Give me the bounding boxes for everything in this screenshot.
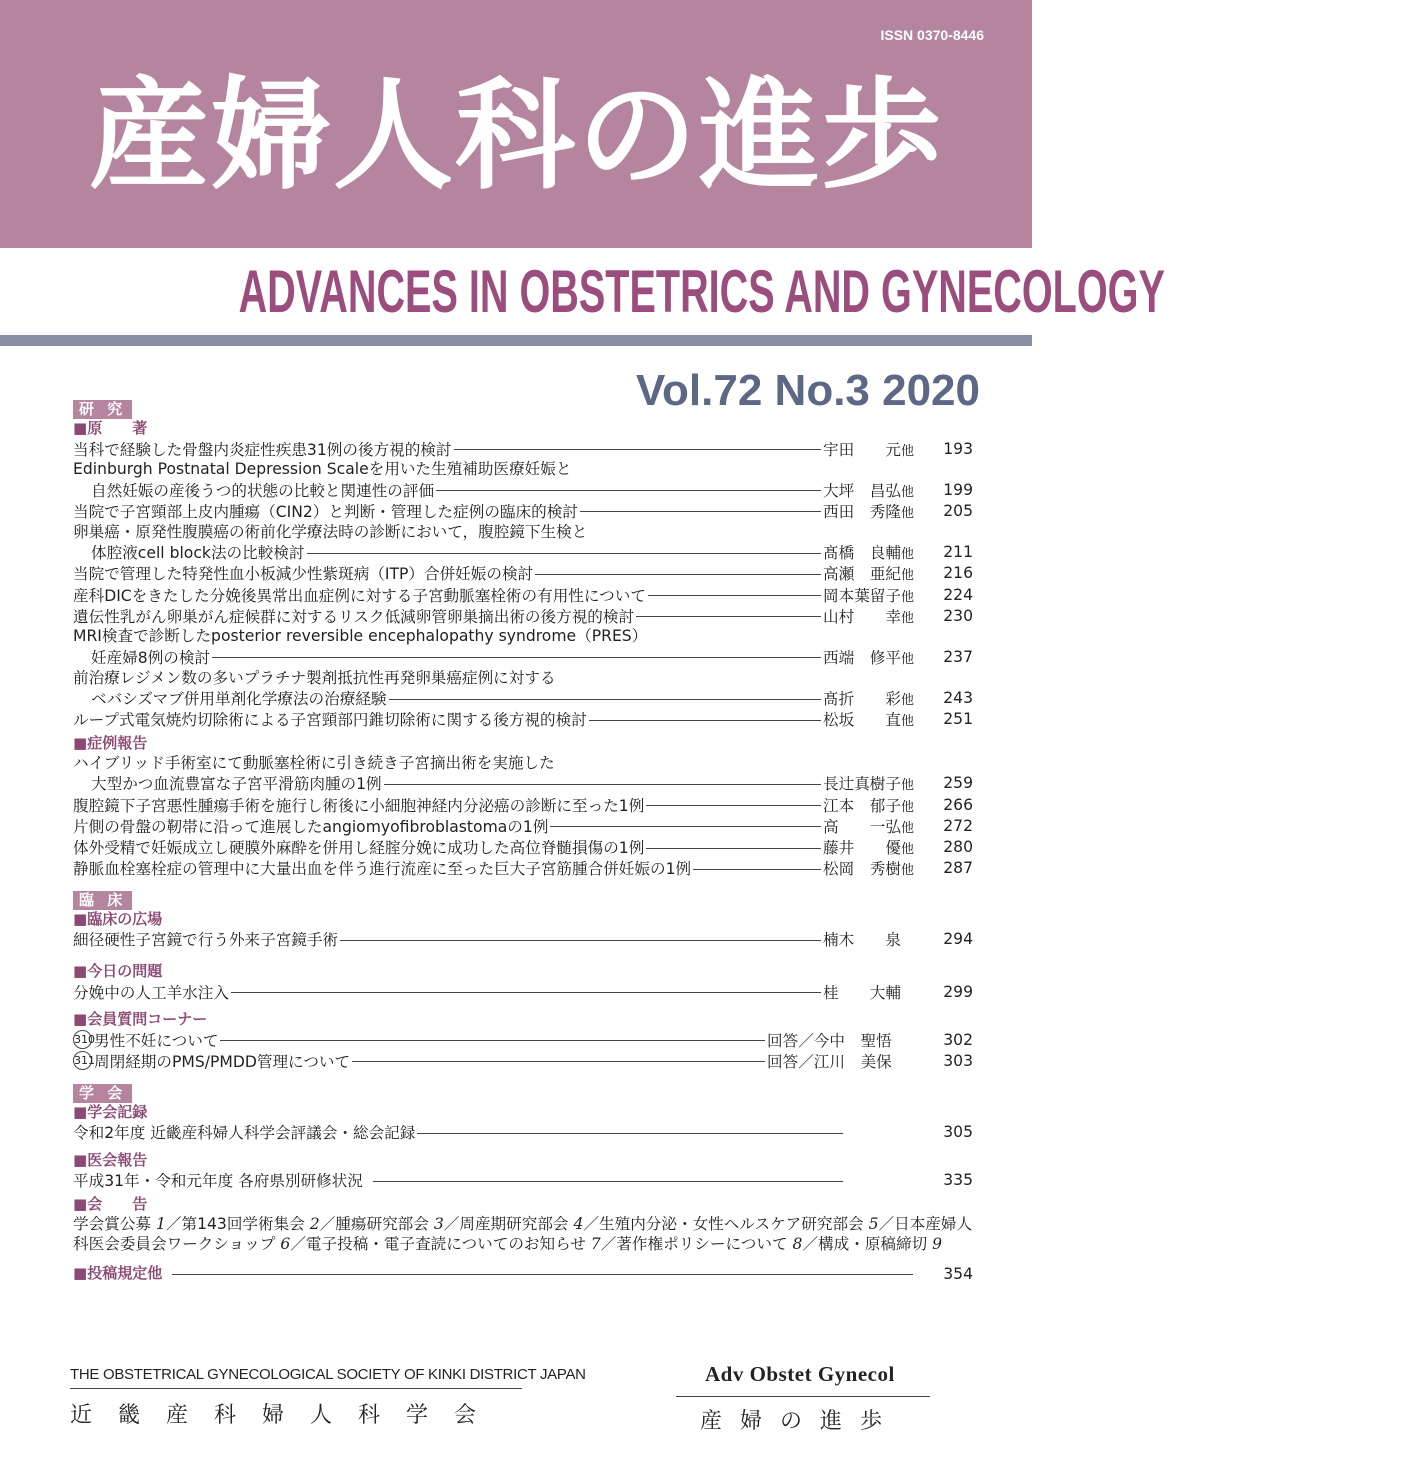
entry-title-line: 卵巣癌・原発性腹膜癌の術前化学療法時の診断において，腹腔鏡下生検と <box>73 522 588 541</box>
entry-title: 男性不妊について <box>94 1031 219 1050</box>
toc-entry[interactable] <box>73 646 973 667</box>
toc-entry[interactable] <box>73 688 973 709</box>
entry-title: 周閉経期のPMS/PMDD管理について <box>94 1052 351 1071</box>
section-clinical: 臨 床 <box>73 891 132 910</box>
notices-text: 学会賞公募 1／第143回学術集会 2／腫瘍研究部会 3／周産期研究部会 4／生殖内分泌・女性ヘルスケア研究部会 5／日本産婦人科医会委員会ワークショップ 6／電子投稿・電子査読についてのお知らせ 7／著作権ポリシーについて 8／構成・原稿締切 9 <box>73 1214 973 1254</box>
subsection-rules: ■ 投稿規定他 <box>73 1264 162 1283</box>
entry-author: 回答／江川 美保 <box>767 1052 892 1071</box>
section-society: 学 会 <box>73 1084 132 1103</box>
entry-page: 216 <box>943 564 973 583</box>
footer-rule-right <box>676 1396 930 1397</box>
leader-line <box>231 992 821 993</box>
entry-author: 桂 大輔 <box>823 983 901 1002</box>
journal-abbr-jp: 産婦の進歩 <box>700 1409 901 1434</box>
entry-page: 305 <box>943 1123 973 1142</box>
journal-title-en: ADVANCES IN OBSTETRICS AND GYNECOLOGY <box>238 258 1165 325</box>
entry-title: 静脈血栓塞栓症の管理中に大量出血を伴う進行流産に至った巨大子宮筋腫合併妊娠の1例 <box>73 860 692 879</box>
entry-page: 299 <box>943 982 973 1001</box>
entry-author: 高瀬 亜紀他 <box>823 565 914 584</box>
toc-entry[interactable] <box>73 584 973 605</box>
leader-line <box>535 574 821 575</box>
entry-title: 分娩中の人工羊水注入 <box>73 983 229 1002</box>
subsection-qa: ■ 会員質問コーナー <box>73 1010 973 1029</box>
leader-line <box>389 699 821 700</box>
entry-page: 335 <box>943 1171 973 1190</box>
entry-title: 当院で子宮頸部上皮内腫瘍（CIN2）と判断・管理した症例の臨床的検討 <box>73 502 578 521</box>
question-number: 310 <box>73 1030 92 1049</box>
entry-title: 体腔液cell block法の比較検討 <box>91 544 305 563</box>
leader-line <box>307 553 821 554</box>
subsection-medical: ■ 医会報告 <box>73 1151 973 1170</box>
toc-entry[interactable] <box>73 929 973 950</box>
entry-page: 280 <box>943 838 973 857</box>
entry-page: 224 <box>943 585 973 604</box>
leader-line <box>646 805 821 806</box>
entry-page: 294 <box>943 930 973 949</box>
toc-entry[interactable] <box>73 1263 973 1284</box>
entry-title-line: MRI検査で診断したposterior reversible encephalopathy syndrome（PRES） <box>73 627 648 646</box>
entry-page: 230 <box>943 606 973 625</box>
journal-abbr-en: Adv Obstet Gynecol <box>705 1362 895 1386</box>
entry-page: 193 <box>943 439 973 458</box>
entry-title: 産科DICをきたした分娩後異常出血症例に対する子宮動脈塞栓術の有用性について <box>73 586 646 605</box>
entry-author: 西田 秀隆他 <box>823 502 914 521</box>
toc-entry[interactable] <box>73 858 973 879</box>
entry-page: 266 <box>943 795 973 814</box>
entry-page: 303 <box>943 1051 973 1070</box>
leader-line <box>648 595 821 596</box>
volume-issue: Vol.72 No.3 2020 <box>635 366 980 415</box>
entry-page: 243 <box>943 689 973 708</box>
entry-title: 令和2年度 近畿産科婦人科学会評議会・総会記録 <box>73 1124 416 1143</box>
subsection-original: ■ 原 著 <box>73 419 973 438</box>
section-research: 研 究 <box>73 400 132 419</box>
entry-author: 西端 修平他 <box>823 648 914 667</box>
toc-entry[interactable] <box>73 981 973 1002</box>
leader-line <box>646 848 821 849</box>
toc-entry[interactable] <box>73 479 973 500</box>
leader-line <box>636 616 821 617</box>
toc-entry[interactable] <box>73 836 973 857</box>
entry-title-line: ハイブリッド手術室にて動脈塞栓術に引き続き子宮摘出術を実施した <box>73 753 555 772</box>
leader-line <box>172 1274 913 1275</box>
leader-line <box>580 511 821 512</box>
entry-title: 大型かつ血流豊富な子宮平滑筋肉腫の1例 <box>91 775 382 794</box>
subsection-plaza: ■ 臨床の広場 <box>73 910 973 929</box>
entry-page: 211 <box>943 543 973 562</box>
leader-line <box>550 826 821 827</box>
issn: ISSN 0370-8446 <box>880 27 984 43</box>
leader-line <box>340 940 821 941</box>
entry-title: 当院で管理した特発性血小板減少性紫斑病（ITP）合併妊娠の検討 <box>73 565 534 584</box>
leader-line <box>373 1181 843 1182</box>
entry-title: ループ式電気焼灼切除術による子宮頸部円錐切除術に関する後方視的検討 <box>73 711 587 730</box>
toc-entry[interactable] <box>73 542 973 563</box>
entry-page: 287 <box>943 859 973 878</box>
entry-title: 平成31年・令和元年度 各府県別研修状況 <box>73 1172 363 1191</box>
subsection-today: ■ 今日の問題 <box>73 962 973 981</box>
entry-title: 細径硬性子宮鏡で行う外来子宮鏡手術 <box>73 931 339 950</box>
leader-line <box>384 784 821 785</box>
toc-entry[interactable] <box>73 815 973 836</box>
leader-line <box>589 720 821 721</box>
entry-author: 髙折 彩他 <box>823 690 914 709</box>
toc-entry[interactable] <box>73 709 973 730</box>
entry-author: 髙橋 良輔他 <box>823 544 914 563</box>
table-of-contents <box>73 396 973 1284</box>
society-name-jp: 近畿産科婦人科学会 <box>70 1403 503 1428</box>
entry-title: 腹腔鏡下子宮悪性腫瘍手術を施行し術後に小細胞神経内分泌癌の診断に至った1例 <box>73 796 645 815</box>
entry-title: ベバシズマブ併用単剤化学療法の治療経験 <box>91 690 387 709</box>
leader-line <box>220 1040 765 1041</box>
leader-line <box>417 1133 843 1134</box>
footer-rule-left <box>70 1388 522 1389</box>
journal-title-jp: 産婦人科の進歩 <box>89 65 943 206</box>
header-rule <box>0 335 1032 346</box>
leader-line <box>352 1061 765 1062</box>
subsection-notices: ■ 会 告 <box>73 1195 973 1214</box>
entry-title: 自然妊娠の産後うつ的状態の比較と関連性の評価 <box>91 481 435 500</box>
entry-page: 237 <box>943 647 973 666</box>
entry-page: 259 <box>943 774 973 793</box>
subsection-case-reports: ■ 症例報告 <box>73 734 973 753</box>
entry-title: 妊産婦8例の検討 <box>91 648 211 667</box>
toc-entry[interactable] <box>73 1170 973 1191</box>
entry-title: 遺伝性乳がん卵巣がん症候群に対するリスク低減卵管卵巣摘出術の後方視的検討 <box>73 607 635 626</box>
subsection-records: ■ 学会記録 <box>73 1103 973 1122</box>
original-list <box>73 438 973 730</box>
entry-author: 高 一弘他 <box>823 817 914 836</box>
entry-page: 272 <box>943 816 973 835</box>
toc-entry[interactable] <box>73 438 973 459</box>
entry-author: 藤井 優他 <box>823 839 914 858</box>
toc-entry[interactable] <box>73 563 973 584</box>
entry-author: 松岡 秀樹他 <box>823 860 914 879</box>
entry-page: 205 <box>943 501 973 520</box>
leader-line <box>693 869 821 870</box>
entry-page: 199 <box>943 480 973 499</box>
journal-title-en-wrap <box>0 254 1165 330</box>
entry-page: 302 <box>943 1030 973 1049</box>
toc-entry[interactable] <box>73 1050 973 1071</box>
toc-entry[interactable] <box>73 1122 973 1143</box>
entry-page: 251 <box>943 710 973 729</box>
entry-author: 長辻真樹子他 <box>823 775 914 794</box>
entry-title-line: Edinburgh Postnatal Depression Scaleを用いた生殖補助医療妊娠と <box>73 460 572 479</box>
entry-author: 回答／今中 聖悟 <box>767 1031 892 1050</box>
entry-title: 体外受精で妊娠成立し硬膜外麻酔を併用し経腟分娩に成功した高位脊髄損傷の1例 <box>73 839 645 858</box>
question-number: 311 <box>73 1051 92 1070</box>
entry-author: 楠木 泉 <box>823 931 901 950</box>
toc-entry[interactable] <box>73 773 973 794</box>
entry-title-line: 前治療レジメン数の多いプラチナ製剤抵抗性再発卵巣癌症例に対する <box>73 668 556 687</box>
toc-entry[interactable] <box>73 1029 973 1050</box>
toc-entry[interactable] <box>73 794 973 815</box>
toc-entry[interactable] <box>73 500 973 521</box>
entry-author: 宇田 元他 <box>823 440 914 459</box>
society-name-en: THE OBSTETRICAL GYNECOLOGICAL SOCIETY OF KINKI DISTRICT JAPAN <box>70 1366 586 1383</box>
entry-author: 大坪 昌弘他 <box>823 481 914 500</box>
entry-author: 岡本葉留子他 <box>823 586 914 605</box>
entry-title: 当科で経験した骨盤内炎症性疾患31例の後方視的検討 <box>73 440 452 459</box>
case-report-list <box>73 753 973 879</box>
leader-line <box>454 449 822 450</box>
toc-entry[interactable] <box>73 605 973 626</box>
leader-line <box>212 657 821 658</box>
entry-page: 354 <box>943 1264 973 1283</box>
entry-author: 江本 郁子他 <box>823 796 914 815</box>
entry-author: 松坂 直他 <box>823 711 914 730</box>
entry-author: 山村 幸他 <box>823 607 914 626</box>
entry-title: 片側の骨盤の靭帯に沿って進展したangiomyofibroblastomaの1例 <box>73 817 549 836</box>
leader-line <box>436 490 821 491</box>
